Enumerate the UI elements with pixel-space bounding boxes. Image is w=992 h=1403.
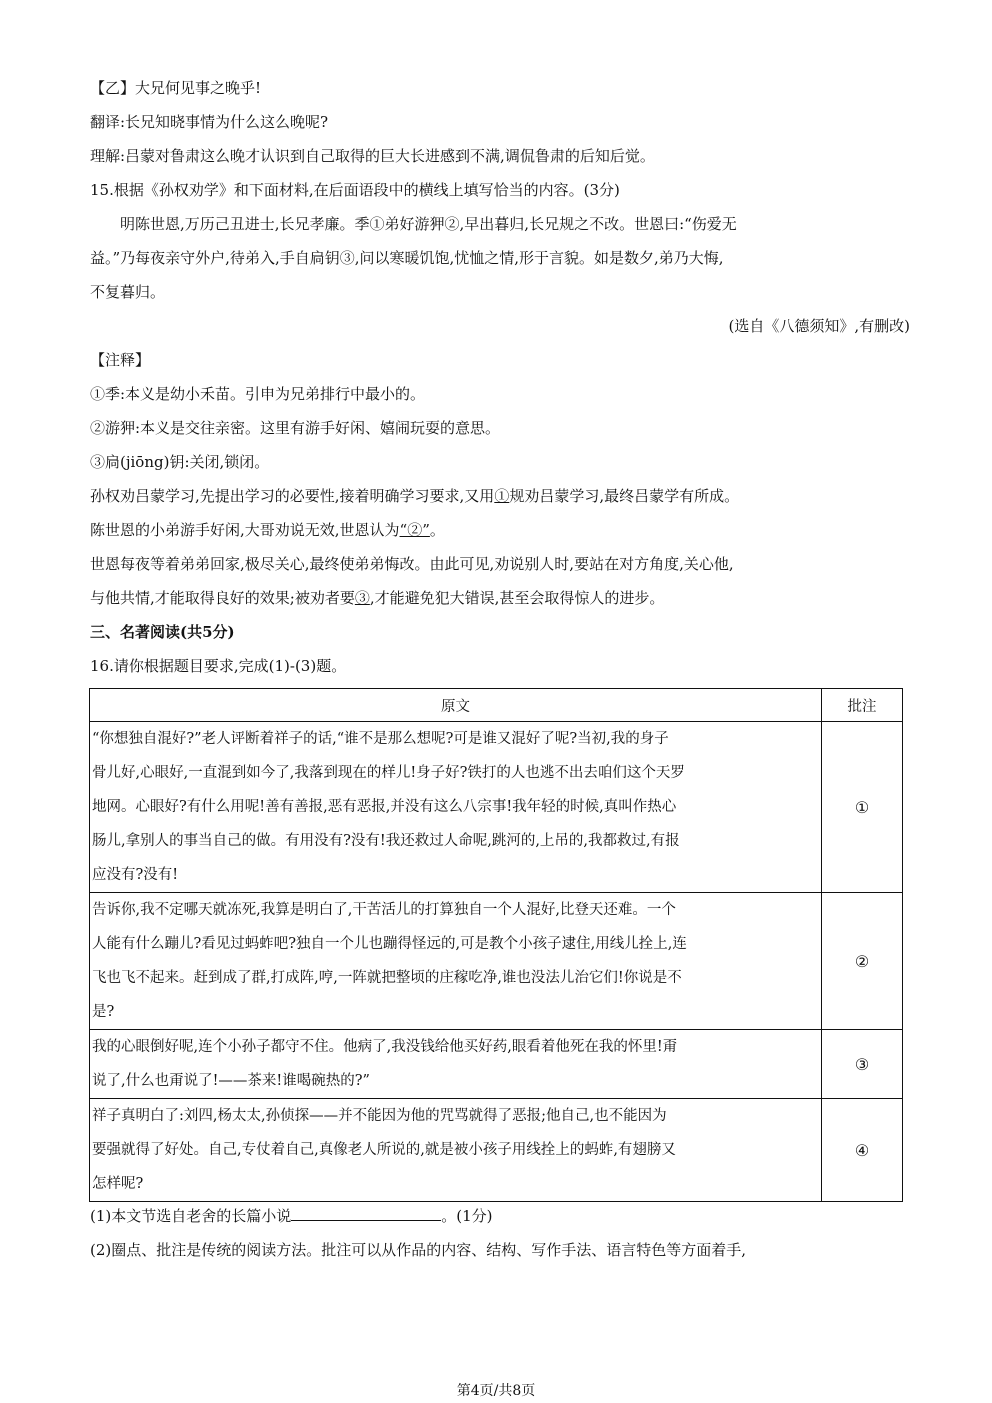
text-line: 应没有?没有! bbox=[92, 867, 179, 883]
fill-text: 。 bbox=[429, 521, 445, 539]
note-2: ②游狎:本义是交往亲密。这里有游手好闲、嬉闹玩耍的意思。 bbox=[90, 419, 501, 437]
fill-text: ,才能避免犯大错误,甚至会取得惊人的进步。 bbox=[369, 589, 665, 607]
understanding-text: 理解:吕蒙对鲁肃这么晚才认识到自己取得的巨大长进感到不满,调侃鲁肃的后知后觉。 bbox=[90, 147, 655, 165]
fill-paragraph-line-1 bbox=[90, 486, 910, 506]
page-number: 第4页/共8页 bbox=[456, 1383, 536, 1399]
fill-text: 孙权劝吕蒙学习,先提出学习的必要性,接着明确学习要求,又用 bbox=[90, 487, 495, 505]
sub-question-1-score: 。(1分) bbox=[441, 1207, 493, 1225]
original-text-cell bbox=[90, 893, 822, 1030]
text-line: “你想独自混好?”老人评断着祥子的话,“谁不是那么想呢?可是谁又混好了呢?当初,我的身子 bbox=[92, 731, 669, 747]
question-15-title: 15.根据《孙权劝学》和下面材料,在后面语段中的横线上填写恰当的内容。(3分) bbox=[90, 181, 620, 199]
annotation-cell-2[interactable]: ② bbox=[822, 893, 903, 1030]
blank-2[interactable]: “②” bbox=[399, 521, 430, 539]
text-line: 是? bbox=[92, 1004, 115, 1020]
fill-paragraph-line-3: 世恩每夜等着弟弟回家,极尽关心,最终使弟弟悔改。由此可见,劝说别人时,要站在对方角度,关心他, bbox=[90, 555, 734, 573]
fill-text: 与他共情,才能取得良好的效果;被劝者要 bbox=[90, 589, 355, 607]
sub-question-1-text: (1)本文节选自老舍的长篇小说 bbox=[90, 1207, 292, 1225]
sub-question-1 bbox=[90, 1206, 910, 1226]
text-line: 人能有什么蹦儿?看见过蚂蚱吧?独自一个儿也蹦得怪远的,可是教个小孩子逮住,用线儿拴上,连 bbox=[92, 936, 687, 952]
text-line: 说了,什么也甭说了!——茶来!谁喝碗热的?” bbox=[92, 1073, 370, 1089]
notes-heading: 【注释】 bbox=[90, 351, 151, 369]
text-line: 怎样呢? bbox=[92, 1176, 144, 1192]
section-3-heading: 三、名著阅读(共5分) bbox=[90, 623, 235, 641]
text-line: 地网。心眼好?有什么用呢!善有善报,恶有恶报,并没有这么八宗事!我年轻的时候,真叫作热心 bbox=[92, 799, 677, 815]
table-row bbox=[90, 1099, 903, 1202]
note-1: ①季:本义是幼小禾苗。引申为兄弟排行中最小的。 bbox=[90, 385, 426, 403]
table-header-row bbox=[90, 689, 903, 722]
passage-line-1: 明陈世恩,万历己丑进士,长兄孝廉。季①弟好游狎②,早出暮归,长兄规之不改。世恩曰:“伤爱无 bbox=[120, 215, 737, 233]
passage-source: (选自《八德须知》,有删改) bbox=[728, 317, 910, 335]
translation-text: 翻译:长兄知晓事情为什么这么晚呢? bbox=[90, 113, 329, 131]
table-row bbox=[90, 1030, 903, 1099]
text-line: 要强就得了好处。自己,专仗着自己,真像老人所说的,就是被小孩子用线拴上的蚂蚱,有翅膀又 bbox=[92, 1142, 676, 1158]
fill-paragraph-line-2 bbox=[90, 520, 910, 540]
annotation-cell-3[interactable]: ③ bbox=[822, 1030, 903, 1099]
passage-line-3: 不复暮归。 bbox=[90, 283, 166, 301]
text-line: 骨儿好,心眼好,一直混到如今了,我落到现在的样儿!身子好?铁打的人也逃不出去咱们这个天罗 bbox=[92, 765, 685, 781]
original-text-cell bbox=[90, 1030, 822, 1099]
original-text-cell bbox=[90, 1099, 822, 1202]
table-row bbox=[90, 893, 903, 1030]
text-line: 祥子真明白了:刘四,杨太太,孙侦探——并不能因为他的咒骂就得了恶报;他自己,也不能因为 bbox=[92, 1108, 667, 1124]
annotation-table bbox=[89, 688, 903, 1202]
question-16-title: 16.请你根据题目要求,完成(1)-(3)题。 bbox=[90, 657, 347, 675]
table-row bbox=[90, 722, 903, 893]
annotation-cell-1[interactable]: ① bbox=[822, 722, 903, 893]
blank-3[interactable]: ③ bbox=[354, 589, 370, 607]
fill-text: 规劝吕蒙学习,最终吕蒙学有所成。 bbox=[509, 487, 740, 505]
text-line: 肠儿,拿别人的事当自己的做。有用没有?没有!我还救过人命呢,跳河的,上吊的,我都救过,有报 bbox=[92, 833, 680, 849]
header-original-text: 原文 bbox=[90, 689, 822, 722]
fill-paragraph-line-4 bbox=[90, 588, 910, 608]
header-annotation: 批注 bbox=[822, 689, 903, 722]
text-line: 我的心眼倒好呢,连个小孙子都守不住。他病了,我没钱给他买好药,眼看着他死在我的怀里!甭 bbox=[92, 1039, 678, 1055]
note-3: ③扃(jiōng)钥:关闭,锁闭。 bbox=[90, 453, 270, 471]
passage-line-2: 益。”乃每夜亲守外户,待弟入,手自扃钥③,问以寒暖饥饱,忧恤之情,形于言貌。如是数夕,弟乃大悔, bbox=[90, 249, 724, 267]
sub-question-2: (2)圈点、批注是传统的阅读方法。批注可以从作品的内容、结构、写作手法、语言特色等方面着手, bbox=[90, 1241, 747, 1259]
blank-1[interactable]: ① bbox=[494, 487, 510, 505]
fill-text: 陈世恩的小弟游手好闲,大哥劝说无效,世恩认为 bbox=[90, 521, 400, 539]
text-line: 飞也飞不起来。赶到成了群,打成阵,哼,一阵就把整顷的庄稼吃净,谁也没法儿治它们!你说是不 bbox=[92, 970, 682, 986]
novel-title-blank[interactable] bbox=[291, 1206, 441, 1221]
text-line: 告诉你,我不定哪天就冻死,我算是明白了,干苦活儿的打算独自一个人混好,比登天还难。一个 bbox=[92, 902, 676, 918]
original-text-cell bbox=[90, 722, 822, 893]
yi-heading: 【乙】大兄何见事之晚乎! bbox=[90, 79, 262, 97]
annotation-cell-4[interactable]: ④ bbox=[822, 1099, 903, 1202]
